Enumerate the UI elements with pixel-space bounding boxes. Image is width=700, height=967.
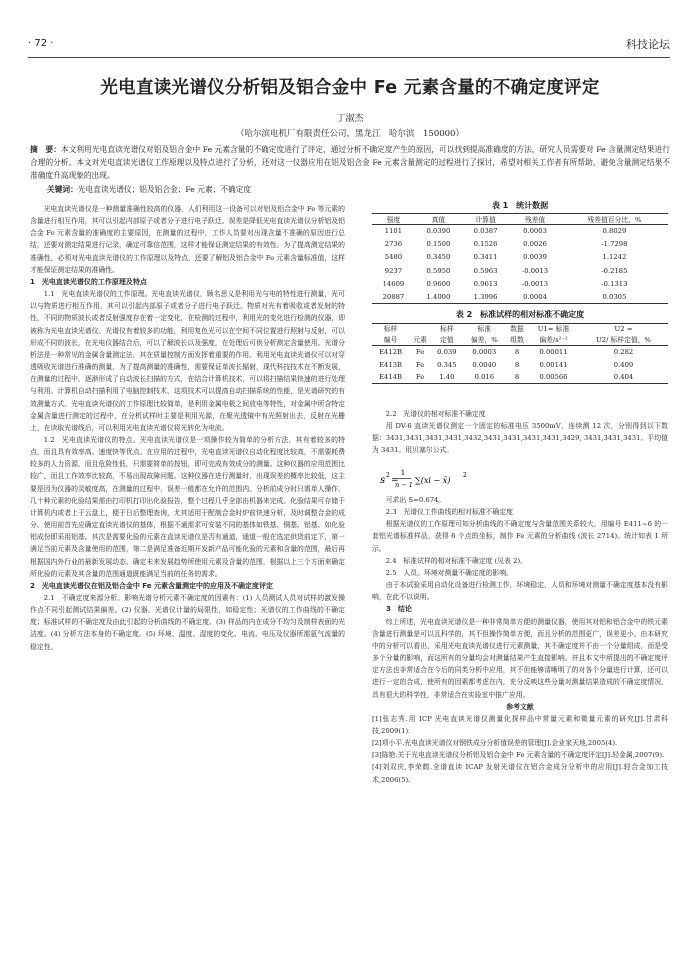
table-cell: 0.9613	[473, 279, 498, 288]
table-row	[372, 277, 668, 290]
table-cell: 0.1500	[426, 240, 451, 249]
table-cell: 1.4000	[415, 290, 462, 303]
table-header-cell: 真值	[415, 214, 462, 225]
table-cell: 1.40	[431, 371, 463, 384]
table-header-cell: 数据	[506, 324, 528, 335]
table-cell: 0.9600	[426, 279, 451, 288]
table-cell: 8	[506, 371, 528, 384]
table-header-cell: 定值	[431, 335, 463, 346]
reference-item: [1]张志秀.用 ICP 光电直读光谱仪测量化探样品中常量元素和微量元素的研究[J].甘肃科技,2009(1).	[372, 714, 668, 735]
formula-lhs: s	[380, 475, 386, 486]
table-1-caption: 表 1 统计数据	[491, 201, 549, 210]
table-row	[372, 251, 668, 264]
table-header-cell: 残差值	[509, 214, 561, 225]
reference-list	[372, 713, 668, 786]
keywords	[47, 184, 670, 195]
table-cell: 0.0026	[523, 240, 547, 249]
table-cell: 14609	[382, 279, 405, 288]
section-heading-1: 1 光电直读光谱仪的工作原理及特点	[30, 277, 147, 286]
table-cell: 0.0040	[472, 360, 497, 369]
references-title: 参考文献	[506, 702, 534, 711]
reference-item: [2]项小平.光电直读光谱仪对钢铁成分分析值误差的管理[J].企业家天地,2005(4).	[372, 739, 618, 748]
reference-item: [4]刘双庆,李荣鹤.全谱直读 ICAP 发射光谱仪在铝合金成分分析中的应用[J].轻合金加工技术,2006(5).	[372, 763, 668, 784]
table-cell: 0.1526	[473, 240, 498, 249]
table-cell: 0.409	[613, 360, 634, 369]
intro-paragraph: 光电直读光谱仪是一种测量准确性较高的仪器，人们利用这一设备可以对铝及铝合金中 Fe 等元素的含量进行相互作用，其可以引起内部原子或者分子进行电子跃迁。误差是降低光电直读光谱仪分析铝及铝合金 Fe 元素含量的准确度的主要原因，在测量的过程中，工作人员要对出现含量不准确的原因进行总结，还要对测定结果进行记录，确定可靠信范围，这样才能保证测定结果的有效性。为了提高测定结果的准确性，必须对光电直读光谱仪的工作原理以及特点，还要了解铝及铝合金中 Fe 元素含量标准值，这样才能保证测定结果的准确性。	[30, 205, 345, 274]
table-header-cell: 残差值百分比，%	[561, 214, 668, 225]
table-row	[372, 225, 668, 238]
table-cell: 1.3996	[462, 290, 509, 303]
keywords-text: 光电直读光谱仪；铝及铝合金；Fe 元素；不确定度	[77, 185, 252, 194]
section-heading-3: 3 结论	[386, 605, 412, 614]
table-header-cell: 组数	[506, 335, 528, 346]
reference-item: [3]陈艳.关于光电直读光谱仪分析铝及铝合金中 Fe 元素含量的不确定度评定[J].轻金属,2007(9).	[372, 751, 665, 760]
page-number: · 72 ·	[28, 38, 54, 49]
table-cell: 8	[514, 360, 520, 369]
table-cell: 20887	[372, 290, 415, 303]
table-header-cell	[579, 335, 668, 346]
table-header-cell: U1= 标准	[528, 324, 579, 335]
left-column	[30, 203, 345, 653]
table-header-cell: 标样	[431, 324, 463, 335]
table-cell: 0.3411	[473, 253, 498, 262]
table-cell: 0.039	[437, 348, 457, 357]
table-cell: 0.0305	[561, 290, 668, 303]
table-cell: 0.00011	[539, 348, 568, 357]
formula-numerator: 1	[400, 469, 406, 477]
table-header-cell: 计算值	[462, 214, 509, 225]
section-2-4: 2.4 标准试样的相对标准不确定度 (见表 2)。	[385, 556, 527, 565]
section-2-3-title: 2.3 光谱仪工作曲线的相对标准不确定度	[385, 508, 513, 517]
author-affiliation: （哈尔滨电机厂有限责任公司，黑龙江 哈尔滨 150000）	[236, 129, 464, 139]
table-cell: -0.0013	[521, 266, 549, 275]
table-cell: E412B	[379, 348, 403, 357]
table-cell: Fe	[409, 371, 431, 384]
section-2-2-result: 可求出 S=0.674。	[385, 496, 446, 504]
table-2-caption: 表 2 标准试样的相对标准不确定度	[455, 310, 585, 319]
article-title: 光电直读光谱仪分析铝及铝合金中 Fe 元素含量的不确定度评定	[100, 78, 600, 98]
table-cell: 0.282	[613, 348, 634, 357]
table-header-text: U2/ 标样定值，	[596, 335, 645, 344]
paragraph-2-1: 2.1 不确定度来源分析。影响光谱分析元素不确定度的因素有：(1) 人员测试人员对试样的激发操作点不同引起测试结果偏差。(2) 仪器，光谱仪计量的局限性，如稳定性；光谱仪的工作曲线的不确定度；标准试样的不确定度及由此引起的分析曲线的不确定度。(3) 样品的内在成分不均匀及制样表面的光洁度。(4) 分析方法本身的不确定度。(5) 环境、温度、湿度的变化、电流、电压及仪器所需氩气流量的稳定性。	[30, 594, 345, 651]
bessel-formula	[378, 466, 488, 492]
table-header-cell: U2 =	[579, 324, 668, 335]
keywords-label: 关键词：	[47, 185, 78, 194]
table-header-cell: 标样	[372, 324, 409, 335]
svg-text:=: =	[391, 476, 399, 486]
paragraph-1-1: 1.1 光电直读光谱仪的工作原理。光电直读光谱仪，顾名思义是利用光与电的特性进行测量，光可以与物质进行相互作用，其可以引起内部原子或者分子进行电子跃迁。物质对光有着吸收或者发射的特性，不同的物质波长或者反射强度存在着一定变化，在检测的过程中，利用光的变化进行检测的仪器，即被称为光电直读光谱仪。光谱仪有着较多的功能，利用复色光可以在空间不同位置进行照射与反射，可以形成不同的波长，在光电仪器结合后，可以了解波长以及强度，在处理后可供分析测定含量使用。光谱分析法是一种常见的金属含量测定法，其在质量控制方面发挥着重要的作用。利用光电直读光谱仪可以对穿透吸收光谱进行准确的测量，为了提高测量的准确性，需要保证单波长辐射，现代科技技术在不断发展，在测量的过程中，逐渐形成了自动波长扫描的方式，在结合计算机技术，可以将扫描结果快速的进行处理与利用。计算机自动扫描利用了电脑控制技术，这项技术可以提高自动扫描系统的性能，是光谱研究的有效测量方式。光电直读光谱仪的工作原理比较简单，是利用金属电极之间放电等特性，对金属中所含特定金属含量进行测定的过程中，在分析试样时主要是利用光源，在聚光透镜中有光照射出去，反射在光栅上，在读取光谱线后，可以利用光电直读光谱仪将光转化为电流。	[30, 290, 345, 432]
formula-exponent: 2	[386, 472, 390, 479]
table-header-text: %	[644, 335, 651, 344]
table-cell: 8	[514, 348, 520, 357]
section-name: 科技论坛	[626, 38, 670, 51]
table-cell: 0.00566	[528, 371, 579, 384]
table-header-cell	[409, 324, 431, 335]
table-cell: E413B	[379, 360, 403, 369]
table-header-cell: 偏差，%	[463, 335, 506, 346]
formula-square: 2	[463, 472, 467, 479]
abstract-text: 本文利用光电直读光谱仪对铝及铝合金中 Fe 元素含量的不确定度进行了评定，通过分析不确定度产生的原因，可以找到提高准确度的方法，研究人员需要对 Fe 含量测定结果进行合理的分析。本文对光电直读光谱仪工作原理以及特点进行了分析，还对这一仪器应用在铝及铝合金 Fe 元素含量测定的过程进行了探讨，希望对相关工作者有所帮助，避免含量测定结果不准确度升高现象的出现。	[30, 145, 670, 181]
article-author: 丁淑杰	[336, 114, 364, 124]
section-2-2-text: 用 DV-6 直读光谱仪测定一个固定的标准电压 3500mV，连续测 12 次，分别得到以下数据：3431,3431,3431,3431,3432,3431,3431,3431,3431,3429, 3431,3431,3431。平均值为 3431。用贝塞尔公式。	[372, 422, 668, 455]
table-cell: 0.0003	[523, 227, 547, 236]
abstract	[30, 143, 670, 182]
table-cell: Fe	[415, 360, 425, 369]
table-cell: E414B	[372, 371, 409, 384]
table-cell: 0.0390	[426, 227, 451, 236]
table-cell: 1101	[384, 227, 403, 236]
table-2	[372, 323, 668, 384]
table-cell: 0.00141	[539, 360, 568, 369]
table-cell: 0.016	[463, 371, 506, 384]
table-cell: -0.2185	[601, 266, 628, 275]
table-cell: 5480	[384, 253, 403, 262]
table-cell: 0.345	[437, 360, 457, 369]
table-row	[372, 346, 668, 359]
table-header-cell: 强度	[372, 214, 415, 225]
table-cell: Fe	[415, 348, 425, 357]
table-row	[372, 264, 668, 277]
right-column-bottom	[372, 494, 668, 786]
table-cell: 0.8029	[602, 227, 627, 236]
table-cell: -0.1313	[601, 279, 628, 288]
section-2-5-text: 由于本试验采用自动化设备进行检测工作，环境稳定，人员和环境对测量不确定度基本没有影响，在此不以说明。	[372, 581, 668, 602]
table-cell: -0.0013	[521, 279, 549, 288]
conclusion-text: 综上所述，光电直读光谱仪是一种非常简单方便的测量仪器，使用其对铝和铝合金中的铁元素含量进行测量是可以且科学的，其不但操作简单方便，而且分析的范围更广，误差更小。由本研究中的分析可以看出，采用光电直读光谱仪进行元素测量，其不确定度并不由一个分量组成，而是受多个分量的影响，而这所有的分量均会对测量结果产生直接影响。并且本文中所提出的不确定度评定方法也非常适合在今后的同类分析中应用，其不但能够清晰明了的对各个分量进行计算，还可以进行一定的合成，使所有的因素都考虑在内，充分反映这些分量对测量结果造成的不确定度情况，具有很大的科学性，非常适合在实验室中推广应用。	[372, 617, 668, 699]
table-cell: 0.0387	[473, 227, 498, 236]
table-header-cell: 标准	[463, 324, 506, 335]
table-cell: 0.0039	[523, 253, 547, 262]
table-cell: 0.404	[579, 371, 668, 384]
section-2-3-text: 根据光谱仪的工作原理可知分析曲线的不确定度与含量范围关系较大，用编号 E411~6 的一套铝光谱标准样品，获得 6 个点的坐标，制作 Fe 元素的分析曲线 (波长 2714)。统计如表 1 所示。	[372, 520, 668, 553]
table-row	[372, 238, 668, 251]
formula-sum: ∑(xi − x̄)	[415, 476, 451, 485]
table-cell: 0.3450	[426, 253, 451, 262]
table-cell: 9237	[384, 266, 403, 275]
table-cell: 0.5950	[426, 266, 451, 275]
table-cell: 2736	[384, 240, 403, 249]
right-column-top	[372, 408, 668, 457]
table-header-cell: 元素	[409, 335, 431, 346]
section-2-5: 2.5 人员、环境对测量不确定度的影响。	[385, 568, 513, 577]
header-rule	[28, 57, 670, 58]
table-cell: 0.5963	[473, 266, 498, 275]
table-row	[372, 290, 668, 303]
table-cell: -1.7298	[601, 240, 628, 249]
section-2-2-title: 2.2 光谱仪的相对标准不确定度	[385, 410, 486, 418]
abstract-label: 摘 要：	[30, 145, 61, 154]
table-1	[372, 213, 668, 304]
table-header-cell: 编号	[372, 335, 409, 346]
page-header	[28, 36, 670, 52]
table-header-cell: 偏差/s²⁻²	[528, 335, 579, 346]
formula-denominator: n − 1	[395, 481, 413, 489]
table-row	[372, 358, 668, 371]
table-cell: 0.0004	[509, 290, 561, 303]
paragraph-1-2: 1.2 光电直读光谱仪的特点。光电直读光谱仪是一项操作较为简单的分析方法，其有着较多的特点，而且具有效率高、速度快等优点。在应用的过程中，光电直读光谱仪自动化程度比较高，不需要耗费较多的人力资源，而且危险性低，只需要简单的按钮，即可完成有效成分的测量。这种仪器的应用范围比较广，而且工作效率比较高，不易出现故障问题。这种仪器在进行测量时，出现误差的概率比较低，这主要是因为仪器的灵敏度高，在测量的过程中，误差一般都在允许的范围内。分析前成分时只需单人操作，几十种元素的化验结果需由打印机打印出化验报告，整个过程几乎全部由机器来完成。化验结果可存储于计算机内或者上于云盘上，便于日后整理查询，尤其适用于配制合金时炉前快速分析，及时调整合金的成分。使用前首先应确定直读光谱仪的基体，根据不通需求可安装不同的基体如铁基、铜基、铝基、如化验铝成份即采用铝基。其次是需要化验的元素在直读光谱仪是否有通道，通道一般在选定供货前定下，第一满足当前元素及含量使用的范围，第二是满足准备近期开发新产品可能化验的元素和含量的范围，最后再根据国内外行业的最新发展动态、确定未来发展趋势所使用元素及含量的范围，根据以上三个方面来确定所化验的元素及其含量的范围通道既能满足当前的任务的需求。	[30, 435, 345, 578]
section-heading-2: 2 光电直读光谱仪在铝及铝合金中 Fe 元素含量测定中的应用及不确定度评定	[30, 581, 273, 590]
table-cell: 1.1242	[602, 253, 627, 262]
table-row	[372, 371, 668, 384]
table-cell: 0.0003	[472, 348, 497, 357]
